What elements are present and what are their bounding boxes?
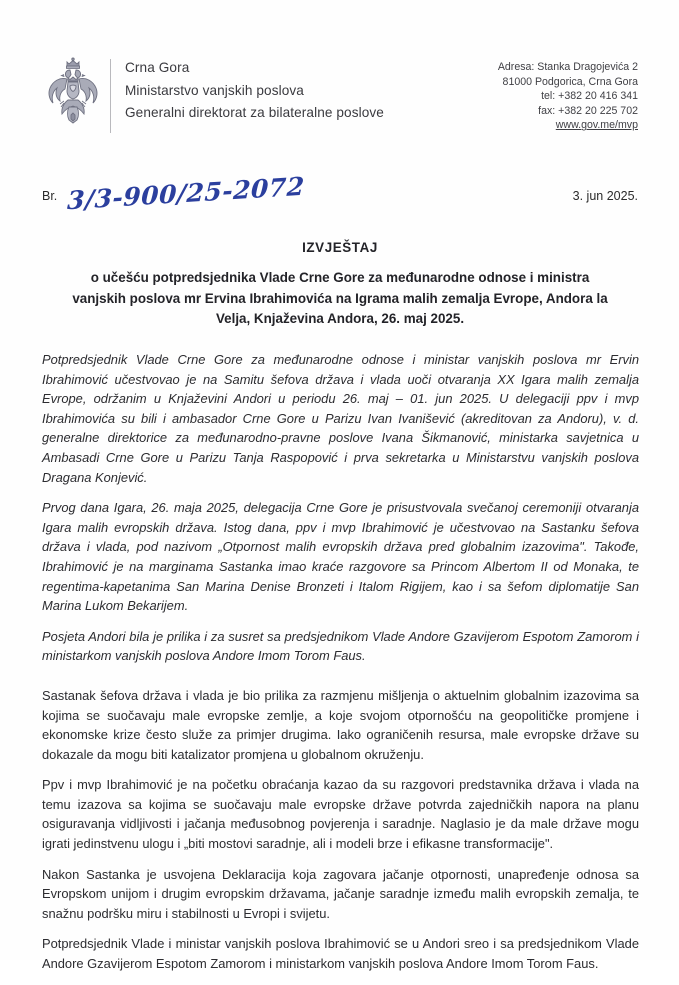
paragraph: Prvog dana Igara, 26. maja 2025, delegacija Crne Gore je prisustvovala svečanoj ceremoniji otvaranja Igara malih evropskih država. Istog dana, ppv i mvp Ibrahimović je učestvovao na Sastanku šefova država i vlada, pod nazivom „Otpornost malih evropskih država pred globalnim izazovima". Takođe, Ibrahimović je na marginama Sastanka imao kraće razgovore sa Princom Albertom II od Monaka, te regentima-kapetanima San Marina Denise Bronzeti i Italom Rigijem, kao i sa šefom diplomatije San Marina Lukom Bekarijem. [42,500,639,614]
contact-address-line2: 81000 Podgorica, Crna Gora [502,75,638,88]
ministry-name: Ministarstvo vanjskih poslova [125,82,304,98]
directorate-name: Generalni direktorat za bilateralne poslove [125,105,384,120]
document-date: 3. jun 2025. [572,189,638,203]
reference-label: Br. [42,189,58,203]
paragraph: Posjeta Andori bila je prilika i za susret sa predsjednikom Vlade Andore Gzavijerom Espotom Zamorom i ministarkom vanjskih poslova Andore Imom Torom Faus. [42,628,639,664]
paragraph: Potpredsjednik Vlade Crne Gore za međunarodne odnose i ministar vanjskih poslova mr Ervin Ibrahimović učestvovao je na Samitu šefova država i vlada uoči otvaranja XX Igara malih zemalja Evrope, održanim u Knjaževini Andori u periodu 26. maj – 01. jun 2025. U delegaciji ppv i mvp Ibrahimovića su bili i ambasador Crne Gore u Parizu Ivan Ivanišević (akreditovan za Andoru), v. d. generalne direktorice za međunarodno-pravne poslove Ivana Šikmanović, ministarka savjetnica u Ambasadi Crne Gore u Parizu Tanja Raspopović i prva sekretarka u Ministarstvu vanjskih poslova Dragana Konjević. [42,352,639,485]
contact-website-link[interactable]: www.gov.me/mvp [555,119,638,132]
paragraph: Potpredsjednik Vlade i ministar vanjskih poslova Ibrahimović se u Andori sreo i sa predsjednikom Vlade Andore Gzavijerom Espotom Zamorom i ministarkom vanjskih poslova Andore Imom Torom Faus. [42,936,639,972]
letterhead-divider [110,59,111,133]
page-title: IZVJEŠTAJ [302,240,378,255]
contact-block [498,55,638,133]
country-name: Crna Gora [125,60,190,75]
contact-tel: tel: +382 20 416 341 [541,90,638,103]
page-subtitle: o učešću potpredsjednika Vlade Crne Gore za međunarodne odnose i ministra vanjskih poslova mr Ervina Ibrahimovića na Igrama malih zemalja Evrope, Andora la Velja, Knjaževina Andora, 26. maj 2025. [72,270,608,326]
letterhead-text [125,55,384,125]
letterhead-identity [42,55,384,137]
paragraph: Ppv i mvp Ibrahimović je na početku obraćanja kazao da su razgovori predstavnika država i vlada na temu izazova sa kojima se suočavaju male evropske države potvrda zajedničkih napora na planu osiguravanja vidljivosti i jačanja međusobnog povjerenja i saradnje. Naglasio je da male države mogu igrati jedinstvenu ulogu i „biti mostovi saradnje, ali i modeli brze i efikasne transformacije". [42,777,639,852]
reference-line [42,171,638,216]
contact-fax: fax: +382 20 225 702 [538,104,638,117]
letterhead [42,55,638,137]
contact-address-line1: Adresa: Stanka Dragojevića 2 [497,61,638,73]
paragraph: Nakon Sastanka je usvojena Deklaracija koja zagovara jačanje otpornosti, unapređenje odnosa sa Evropskom unijom i drugim evropskim državama, jačanje saradnje između malih evropskih zemalja, te snažnu podršku miru i stabilnosti u Evropi i svijetu. [42,866,639,921]
paragraph: Sastanak šefova država i vlada je bio prilika za razmjenu mišljenja o aktuelnim globalnim izazovima sa kojima se suočavaju male evropske zemlje, a koje svojom otpornošću na geopolitičke promjene i ekonomske krize često služe za primjer drugima. Iako ograničenih resursa, male evropske države su dokazale da mogu biti katalizator promjena u globalnom okruženju. [42,687,639,762]
montenegro-coat-of-arms-icon [42,57,104,137]
reference-number-handwritten: 3/3-900/25-2072 [66,171,306,216]
title-block [55,240,625,330]
document-body [42,350,639,985]
